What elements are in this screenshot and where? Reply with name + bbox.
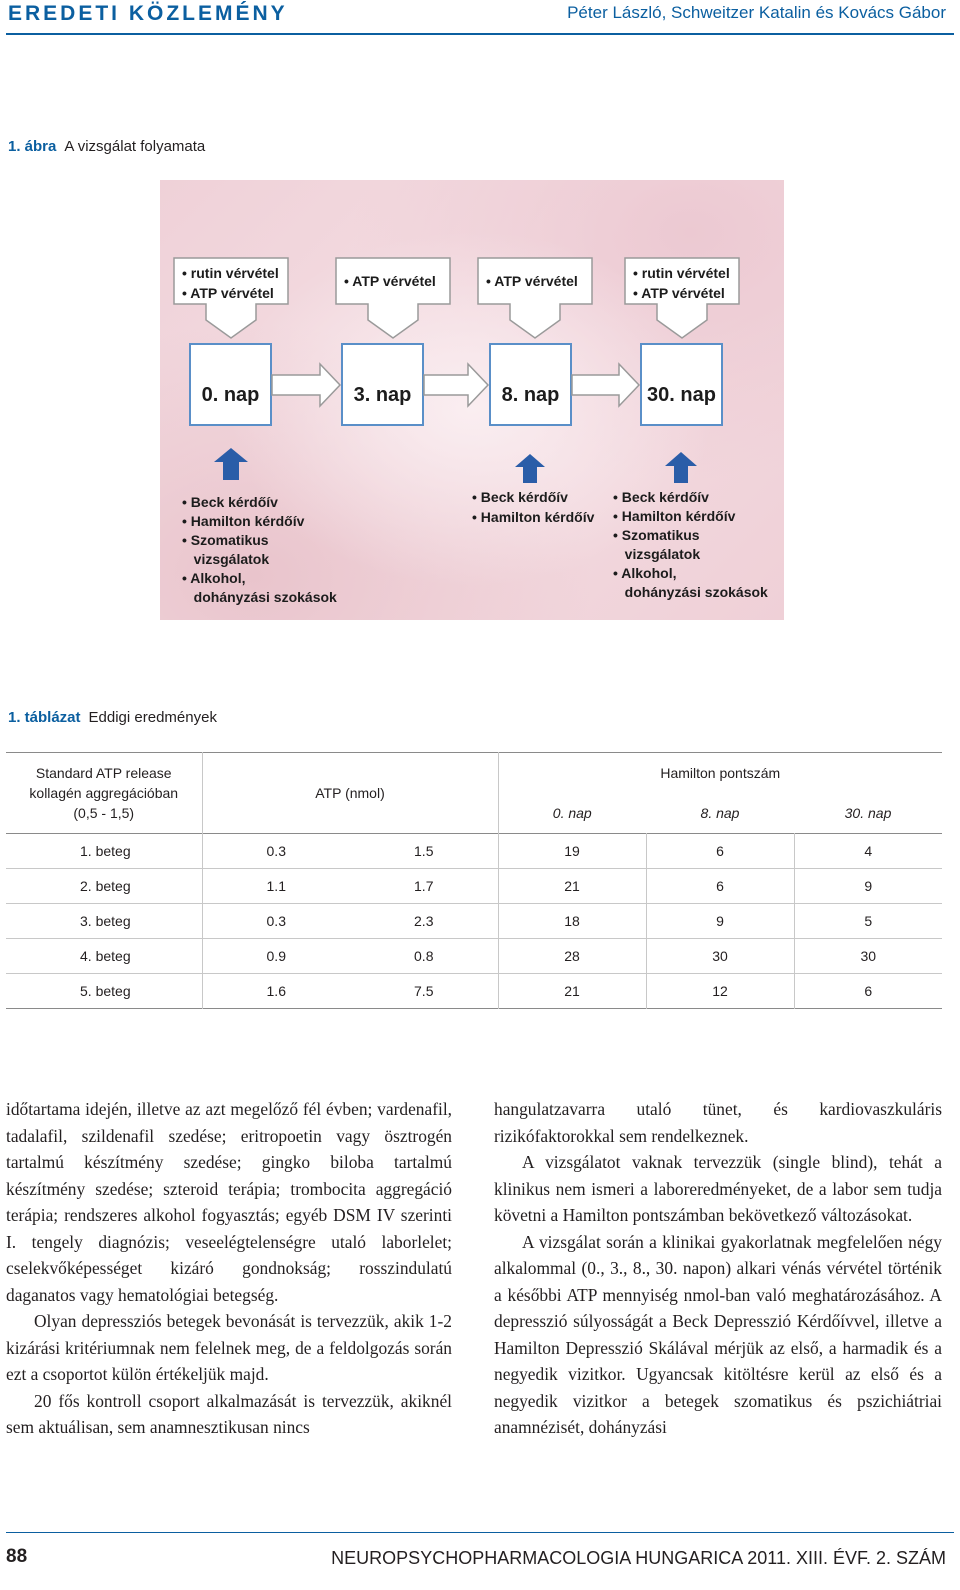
hamilton-day30: 9 (794, 869, 942, 904)
list-day30-item1: • Beck kérdőív (613, 489, 709, 505)
hamilton-day0: 21 (498, 869, 646, 904)
atp-standard: 0.3 (202, 904, 350, 939)
hamilton-day8: 9 (646, 904, 794, 939)
patient-label: 5. beteg (6, 974, 202, 1009)
list-day0-item2: • Hamilton kérdőív (182, 513, 305, 529)
paragraph: időtartama idején, illetve az azt megelőző fél évben; vardenafil, tadalafil, szildenafil szedése; eritropoetin vagy ösztrogén tartalmú készítmény szedése; gingko biloba tartalmú készítmény szedése; szteroid terápia; trombocita aggregáció terápia; rendszeres alkohol fogyasztás; egyéb DSM IV szerinti I. tengely diagnózis; veseelégtelenségre utaló laborlelet; cselekvőképességet kizáró gondnokság; rosszindulatú daganatos vagy hematológiai betegség. (6, 1099, 452, 1305)
hamilton-day0: 21 (498, 974, 646, 1009)
figure-caption-text: A vizsgálat folyamata (64, 138, 206, 155)
callout-day0-line2: • ATP vérvétel (182, 285, 274, 301)
bottom-list-day30 (613, 489, 768, 600)
paragraph: hangulatzavarra utaló tünet, és kardiovaszkuláris rizikófaktorokkal sem rendelkeznek. (494, 1099, 942, 1146)
table-row (6, 869, 942, 904)
table-number: 1. táblázat (8, 709, 81, 726)
hamilton-day30: 4 (864, 843, 873, 859)
results-table (6, 752, 942, 1009)
atp-standard: 0.3 (266, 843, 286, 859)
hamilton-day30: 5 (794, 904, 942, 939)
callout-day30 (625, 258, 739, 338)
hamilton-day0: 19 (498, 834, 646, 869)
list-day8-item2: • Hamilton kérdőív (472, 509, 595, 525)
table-row (6, 834, 942, 869)
flow-diagram (160, 180, 784, 620)
callout-day30-line2: • ATP vérvétel (633, 285, 725, 301)
atp-nmol: 0.8 (350, 939, 498, 974)
hamilton-day8: 12 (646, 974, 794, 1009)
bottom-list-day8 (472, 489, 595, 525)
atp-standard: 1.1 (202, 869, 350, 904)
atp-standard: 0.9 (202, 939, 350, 974)
day-box-0 (190, 344, 271, 425)
atp-nmol: 1.7 (350, 869, 498, 904)
up-arrow-icon-day0 (214, 448, 248, 480)
patient-label: 1. beteg (6, 834, 202, 869)
hamilton-day8: 6 (646, 834, 794, 869)
patient-label: 3. beteg (6, 904, 202, 939)
list-day0-item5: • Alkohol, (182, 570, 246, 586)
hamilton-day8: 6 (646, 869, 794, 904)
paragraph: 20 fős kontroll csoport alkalmazását is tervezzük, akiknél sem aktuálisan, sem anamnesztikusan nincs (6, 1390, 452, 1437)
atp-standard: 1.6 (202, 974, 350, 1009)
paragraph: Olyan depressziós betegek bevonását is tervezzük, akik 1-2 kizárási kritériumnak nem felelnek meg, de a feldolgozás során ezt a csoportot külön értékeljük majd. (6, 1311, 452, 1384)
table-row (6, 904, 942, 939)
list-day8-item1: • Beck kérdőív (472, 489, 568, 505)
up-arrow-icon-day8 (515, 454, 545, 483)
journal-citation: NEUROPSYCHOPHARMACOLOGIA HUNGARICA 2011. XIII. ÉVF. 2. SZÁM (331, 1548, 946, 1568)
atp-nmol: 2.3 (350, 904, 498, 939)
paragraph: A vizsgálat során a klinikai gyakorlatnak megfelelően négy alkalommal (0., 3., 8., 30. napon) alkari vénás vérvétel történik a későbbi ATP mennyiség nmol-ban való meghatározásához. A depresszió súlyosságát a Beck Depresszió Kérdőívvel, illetve a Hamilton Depresszió Skálával mérjük az első, a harmadik és a negyedik vizitkor. Ugyancsak kitöltésre kerül az első és a negyedik vizitkor a betegek szomatikus és pszichiátriai anamnézisét, dohányzási (494, 1231, 942, 1437)
callout-day0-line1: • rutin vérvétel (182, 265, 279, 281)
list-day0-item6: dohányzási szokások (182, 589, 337, 605)
list-day30-item6: dohányzási szokások (613, 584, 768, 600)
figure-caption (8, 138, 205, 155)
header-hamilton: Hamilton pontszám (660, 765, 781, 781)
day-box-30-label: 30. nap (647, 384, 716, 406)
header-atp-nmol: ATP (nmol) (202, 753, 498, 834)
header-standard-atp: Standard ATP release kollagén aggregációban (0,5 - 1,5) (6, 753, 202, 834)
callout-day30-line1: • rutin vérvétel (633, 265, 730, 281)
bottom-list-day0 (182, 494, 337, 605)
day-box-3 (342, 344, 423, 425)
header-day30: 30. nap (844, 805, 892, 821)
header-divider (6, 33, 954, 35)
list-day30-item5: • Alkohol, (613, 565, 677, 581)
callout-day8 (478, 258, 592, 338)
callout-day3-line1: • ATP vérvétel (344, 273, 436, 289)
section-label: EREDETI KÖZLEMÉNY (8, 2, 288, 25)
body-column-right (494, 1096, 942, 1441)
day-box-30 (641, 344, 722, 425)
hamilton-day8: 30 (646, 939, 794, 974)
hamilton-day0: 18 (498, 904, 646, 939)
list-day0-item1: • Beck kérdőív (182, 494, 278, 510)
authors: Péter László, Schweitzer Katalin és Kovács Gábor (567, 3, 946, 22)
table-row (6, 974, 942, 1009)
callout-day8-line1: • ATP vérvétel (486, 273, 578, 289)
callout-day3 (336, 258, 450, 338)
list-day30-item3: • Szomatikus (613, 527, 700, 543)
table-row (6, 939, 942, 974)
day-box-0-label: 0. nap (201, 384, 260, 406)
hamilton-day30: 6 (794, 974, 942, 1009)
list-day0-item4: vizsgálatok (182, 551, 270, 567)
right-arrow-8-30 (572, 364, 639, 406)
table-caption-text: Eddigi eredmények (88, 709, 217, 726)
study-flow-figure (160, 180, 784, 620)
list-day30-item2: • Hamilton kérdőív (613, 508, 736, 524)
body-column-left (6, 1096, 452, 1441)
header-day0: 0. nap (552, 805, 592, 821)
paragraph: A vizsgálatot vaknak tervezzük (single blind), tehát a klinikus nem ismeri a laboreredményeket, de a labor sem tudja követni a Hamilton pontszámban bekövetkező változásokat. (494, 1152, 942, 1225)
callout-day0 (174, 258, 288, 338)
right-arrow-0-3 (272, 364, 340, 406)
right-arrow-3-8 (424, 364, 488, 406)
footer-divider (6, 1532, 954, 1533)
hamilton-day0: 28 (498, 939, 646, 974)
page-number: 88 (6, 1546, 28, 1567)
hamilton-day30: 30 (794, 939, 942, 974)
figure-number: 1. ábra (8, 138, 57, 155)
day-box-3-label: 3. nap (353, 384, 412, 406)
atp-nmol: 7.5 (350, 974, 498, 1009)
up-arrow-icon-day30 (665, 452, 697, 483)
atp-nmol: 1.5 (350, 834, 498, 869)
day-box-8-label: 8. nap (501, 384, 560, 406)
header-day8: 8. nap (700, 805, 740, 821)
table-caption (8, 709, 217, 726)
list-day0-item3: • Szomatikus (182, 532, 269, 548)
patient-label: 4. beteg (6, 939, 202, 974)
day-box-8 (490, 344, 571, 425)
list-day30-item4: vizsgálatok (613, 546, 701, 562)
patient-label: 2. beteg (6, 869, 202, 904)
